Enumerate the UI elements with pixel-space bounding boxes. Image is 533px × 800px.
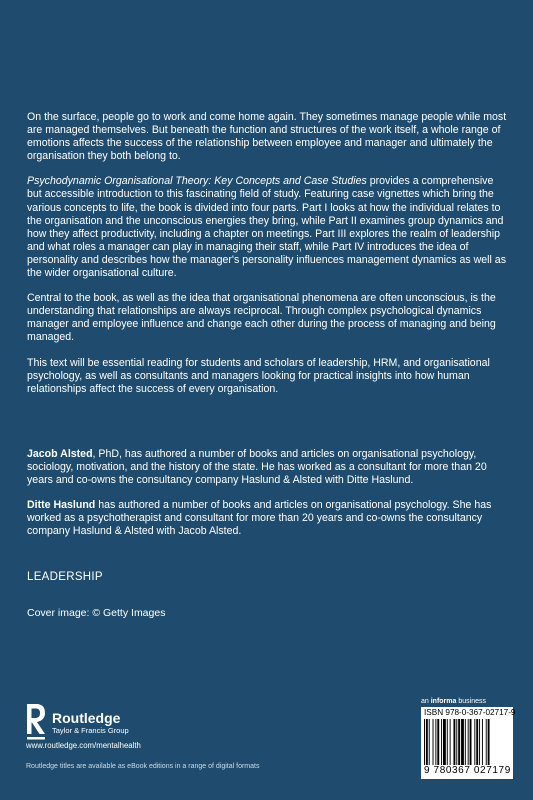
- barcode-bar: [474, 719, 475, 765]
- cover-credit: Cover image: © Getty Images: [27, 607, 166, 619]
- barcode-bar: [488, 719, 490, 765]
- description-paragraph-2: [27, 175, 511, 280]
- barcode-bar: [433, 719, 434, 765]
- barcode-bar: [437, 719, 439, 765]
- barcode-bar: [429, 719, 430, 765]
- description-paragraph-4: This text will be essential reading for students and scholars of leadership, HRM, and organisational psychology, as well as consultants and managers looking for practical insights into how human relationships affect the success of every organisation.: [27, 356, 490, 395]
- barcode-icon: [424, 719, 510, 765]
- informa-brand: informa: [430, 698, 457, 705]
- barcode-bar: [426, 719, 428, 765]
- barcode-bar: [461, 719, 464, 765]
- barcode-bar: [424, 719, 425, 765]
- author-name-1: Jacob Alsted: [27, 448, 93, 460]
- informa-suffix: business: [456, 698, 486, 705]
- subject-category: LEADERSHIP: [27, 571, 103, 583]
- author-name-2: Ditte Haslund: [27, 499, 96, 512]
- publisher-website: www.routledge.com/mentalhealth: [26, 741, 141, 750]
- barcode-bar: [441, 719, 442, 765]
- barcode-bar: [450, 719, 451, 765]
- isbn-label: ISBN 978-0-367-02717-9: [424, 708, 516, 717]
- book-description: [27, 111, 511, 408]
- barcode-bar: [458, 719, 460, 765]
- barcode-bar: [465, 719, 466, 765]
- barcode-bar: [447, 719, 448, 765]
- barcode-bar: [456, 719, 457, 765]
- barcode-bar: [453, 719, 455, 765]
- author-bio-1-text: , PhD, has authored a number of books and articles on organisational psychology, sociology, motivation, and the history of the state. He has worked as a consultant for more than 20 years and co-owns the consultancy company Haslund & Alsted with Ditte Haslund.: [27, 448, 487, 487]
- description-paragraph-2-text: provides a comprehensive but accessible introduction to this fascinating field of study. Featuring case vignettes which bring the various concepts to life, the book is divided into four parts. Part I looks at how the individual relates to the organisation and the unconscious energies they bring, while Part II examines group dynamics and how they affect productivity, including a chapter on meetings. Part III explores the realm of leadership and what roles a manager can play in managing their staff, while Part IV introduces the idea of personality and describes how the manager's personality influences management dynamics as well as the wider organisational culture.: [27, 175, 506, 280]
- barcode-bar: [470, 719, 472, 765]
- barcode-bar: [476, 719, 478, 765]
- description-paragraph-3: Central to the book, as well as the idea that organisational phenomena are often unconscious, is the understanding that relationships are always reciprocal. Through complex psychological dynamics manager and employee influence and change each other during the process of managing and being managed.: [27, 292, 496, 344]
- publisher-name: Routledge: [52, 710, 121, 726]
- barcode-bar: [486, 719, 487, 765]
- book-title: Psychodynamic Organisational Theory: Key Concepts and Case Studies: [27, 175, 367, 188]
- barcode-bar: [482, 719, 483, 765]
- author-bios: [27, 448, 511, 551]
- routledge-logo-icon: [26, 704, 46, 744]
- author-bio-1: [27, 448, 511, 487]
- author-bio-2: [27, 499, 511, 538]
- barcode-block: [421, 707, 516, 779]
- barcode-bar: [443, 719, 446, 765]
- barcode-bar: [435, 719, 436, 765]
- isbn-digits: 9 780367 027179: [424, 765, 511, 776]
- author-bio-2-text: has authored a number of books and articles on organisational psychology. She has worked as a psychotherapist and consultant for more than 20 years and co-owns the consultancy company Haslund & Alsted with Jacob Alsted.: [27, 499, 492, 538]
- publisher-group: Taylor & Francis Group: [52, 726, 129, 735]
- barcode-bar: [468, 719, 469, 765]
- barcode-bar: [479, 719, 480, 765]
- ebook-note: Routledge titles are available as eBook editions in a range of digital formats: [26, 763, 260, 770]
- informa-prefix: an: [421, 698, 431, 705]
- informa-business-note: [421, 698, 486, 705]
- description-paragraph-1: On the surface, people go to work and come home again. They sometimes manage people while most are managed themselves. But beneath the function and structures of the work itself, a whole range of emotions affects the success of the relationship between employee and manager and ultimately the organisation they both belong to.: [27, 111, 507, 163]
